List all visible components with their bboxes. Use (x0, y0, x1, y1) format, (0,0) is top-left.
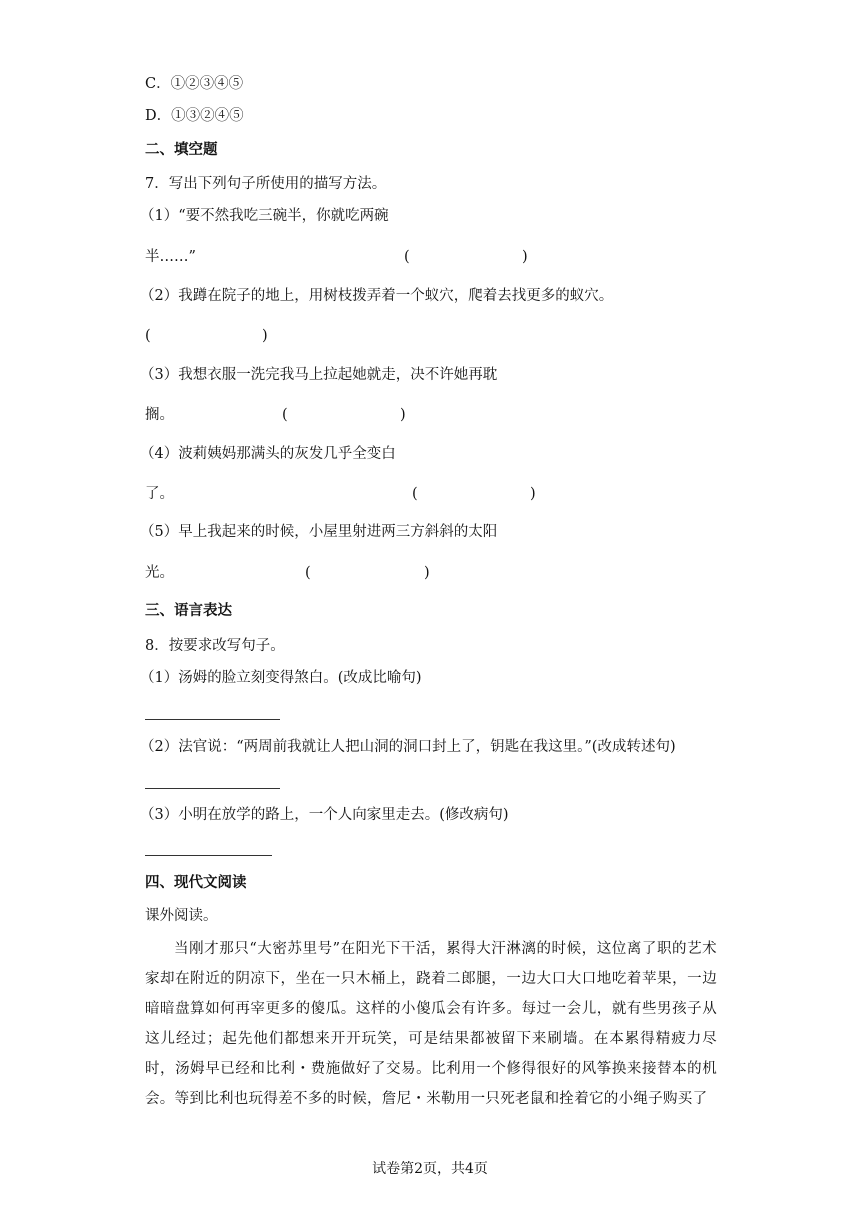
q7-item-3-answer-close: ) (400, 407, 406, 423)
page-footer: 试卷第2页，共4页 (372, 1161, 488, 1177)
q7-item-4-line2: 了。 (145, 486, 174, 502)
q7-item-4-answer-close: ) (530, 486, 536, 502)
q7-item-2-answer-close: ) (262, 328, 268, 344)
q8-item-1-answer-line (145, 719, 280, 720)
question-8-stem: 8．按要求改写句子。 (145, 638, 285, 654)
section-2-title: 二、填空题 (145, 141, 218, 158)
q7-item-5-answer-open: ( (305, 565, 311, 581)
question-7-stem: 7．写出下列句子所使用的描写方法。 (145, 176, 387, 192)
q7-item-4-answer-open: ( (412, 486, 418, 502)
q7-item-5-line2: 光。 (145, 565, 174, 581)
q8-item-2-answer-line (145, 788, 280, 789)
option-c: C．①②③④⑤ (145, 76, 244, 92)
option-d: D．①③②④⑤ (145, 108, 244, 124)
q7-item-3-answer-open: ( (282, 407, 288, 423)
q7-item-2-answer-open: ( (145, 328, 151, 344)
q8-item-3: （3）小明在放学的路上，一个人向家里走去。(修改病句) (140, 807, 509, 823)
reading-passage: 当刚才那只“大密苏里号”在阳光下干活，累得大汗淋漓的时候，这位离了职的艺术家却在附近的阴凉下，坐在一只木桶上，跷着二郎腿，一边大口大口地吃着苹果，一边暗暗盘算如何再宰更多的傻瓜。这样的小傻瓜会有许多。每过一会儿，就有些男孩子从这儿经过；起先他们都想来开开玩笑，可是结果都被留下来刷墙。在本累得精疲力尽时，汤姆早已经和比利・费施做好了交易。比利用一个修得很好的风筝换来接替本的机会。等到比利也玩得差不多的时候，詹尼・米勒用一只死老鼠和拴着它的小绳子购买了 (145, 941, 717, 1107)
q7-item-5-line1: （5）早上我起来的时候，小屋里射进两三方斜斜的太阳 (140, 524, 498, 540)
q8-item-1: （1）汤姆的脸立刻变得煞白。(改成比喻句) (140, 670, 422, 686)
q7-item-5-answer-close: ) (424, 565, 430, 581)
section-4-intro: 课外阅读。 (145, 908, 218, 924)
q7-item-1-answer-open: ( (404, 249, 410, 265)
q8-item-3-answer-line (145, 855, 272, 856)
section-4-title: 四、现代文阅读 (145, 874, 247, 891)
q7-item-4-line1: （4）波莉姨妈那满头的灰发几乎全变白 (140, 446, 396, 462)
section-3-title: 三、语言表达 (145, 602, 232, 619)
q7-item-1-answer-close: ) (522, 249, 528, 265)
q7-item-3-line1: （3）我想衣服一洗完我马上拉起她就走，决不许她再耽 (140, 367, 498, 383)
q7-item-1-line1: （1）“要不然我吃三碗半，你就吃两碗 (140, 208, 389, 224)
q8-item-2: （2）法官说：“两周前我就让人把山洞的洞口封上了，钥匙在我这里。”(改成转述句) (140, 739, 676, 755)
q7-item-1-line2: 半……” (145, 249, 196, 265)
q7-item-3-line2: 搁。 (145, 407, 174, 423)
q7-item-2-line1: （2）我蹲在院子的地上，用树枝拨弄着一个蚁穴，爬着去找更多的蚁穴。 (140, 288, 614, 304)
